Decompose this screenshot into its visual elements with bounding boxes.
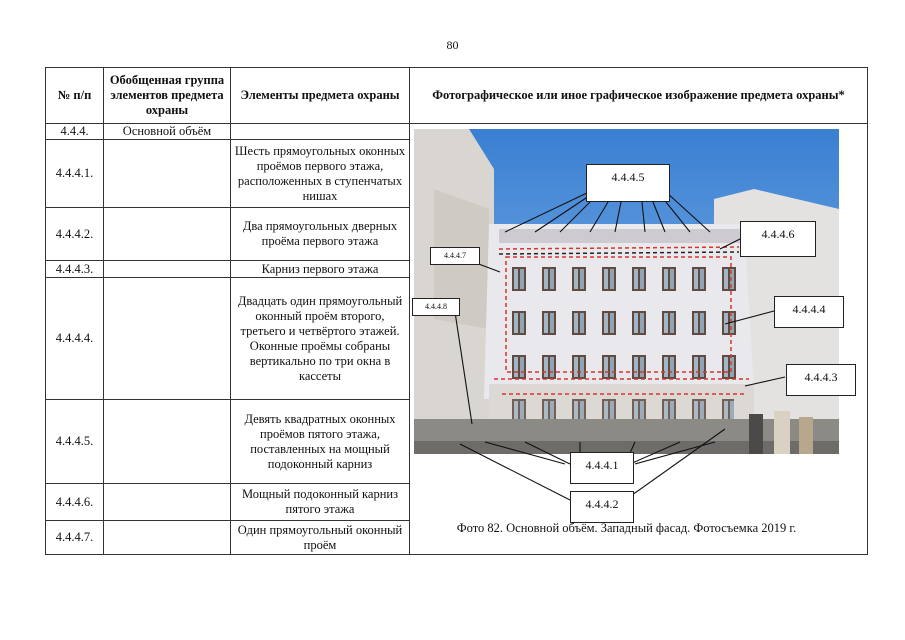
row-num: 4.4.4.3. [46,261,104,278]
table-row [46,124,868,140]
protection-table [45,67,868,555]
row-element: Шесть прямоугольных оконных проёмов первого этажа, расположенных в ступенчатых нишах [231,140,410,208]
row-num: 4.4.4.5. [46,400,104,484]
callout-4-4-4-1: 4.4.4.1 [570,452,634,484]
row-num: 4.4.4.2. [46,208,104,261]
row-num: 4.4.4.7. [46,521,104,555]
row-num: 4.4.4. [46,124,104,140]
row-num: 4.4.4.1. [46,140,104,208]
header-photo: Фотографическое или иное графическое изображение предмета охраны* [410,68,868,124]
row-group [104,400,231,484]
row-num: 4.4.4.6. [46,484,104,521]
row-group [104,208,231,261]
row-element: Карниз первого этажа [231,261,410,278]
row-element: Два прямоугольных дверных проёма первого этажа [231,208,410,261]
row-group [104,521,231,555]
photo-caption: Фото 82. Основной объём. Западный фасад. Фотосъемка 2019 г. [456,521,797,535]
row-element [231,124,410,140]
callout-4-4-4-7: 4.4.4.7 [430,247,480,265]
callout-4-4-4-4: 4.4.4.4 [774,296,844,328]
row-group [104,261,231,278]
row-element: Девять квадратных оконных проёмов пятого этажа, поставленных на мощный подоконный карниз [231,400,410,484]
callout-4-4-4-8: 4.4.4.8 [412,298,460,316]
table-header-row [46,68,868,124]
header-num: № п/п [46,68,104,124]
callout-4-4-4-6: 4.4.4.6 [740,221,816,257]
row-element: Один прямоугольный оконный проём [231,521,410,555]
callout-4-4-4-2: 4.4.4.2 [570,491,634,523]
photo-cell [410,124,868,555]
row-element: Мощный подоконный карниз пятого этажа [231,484,410,521]
row-group [104,484,231,521]
row-group [104,140,231,208]
callout-4-4-4-5: 4.4.4.5 [586,164,670,202]
callout-4-4-4-3: 4.4.4.3 [786,364,856,396]
row-group [104,278,231,400]
row-group: Основной объём [104,124,231,140]
header-elements: Элементы предмета охраны [231,68,410,124]
row-element: Двадцать один прямоугольный оконный проём второго, третьего и четвёртого этажей. Оконные проёмы собраны вертикально по три окна в кассеты [231,278,410,400]
page-number: 80 [446,38,459,52]
row-num: 4.4.4.4. [46,278,104,400]
header-group: Обобщенная группа элементов предмета охраны [104,68,231,124]
